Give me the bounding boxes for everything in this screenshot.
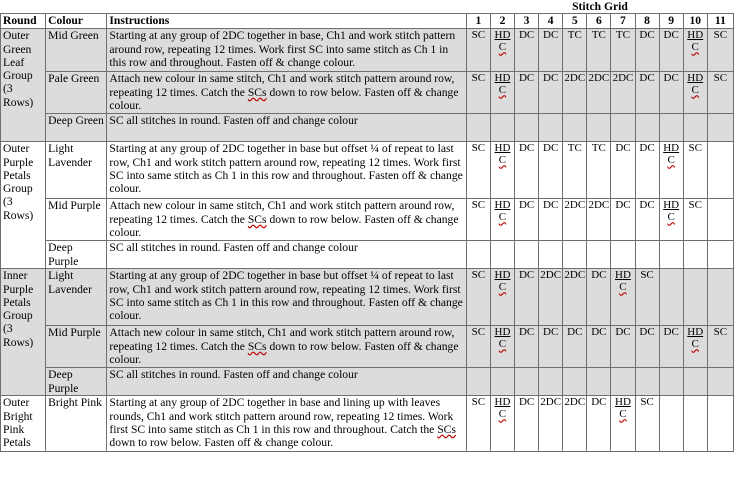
round-group-label: Inner Purple Petals Group (3 Rows) — [1, 269, 46, 396]
stitch-cell: DC — [635, 29, 659, 72]
stitch-cell: TC — [587, 142, 611, 199]
instruction-text: SC all stitches in round. Fasten off and change colour — [109, 114, 358, 128]
instruction-text: down to row below. Fasten off & change colour. — [109, 212, 459, 239]
instructions-cell — [107, 326, 466, 368]
colour-cell: Bright Pink — [46, 396, 107, 452]
round-group-label: Outer Green Leaf Group (3 Rows) — [1, 29, 46, 142]
stitch-cell: 2DC — [539, 396, 563, 452]
stitch-cell — [683, 72, 707, 114]
colour-cell: Mid Purple — [46, 199, 107, 241]
stitch-cell — [490, 142, 514, 199]
stitch-cell — [490, 72, 514, 114]
stitch-cell: 2DC — [563, 199, 587, 241]
stitch-cell — [683, 29, 707, 72]
stitch-cell: TC — [563, 29, 587, 72]
instructions-cell — [107, 396, 466, 452]
stitch-cell — [515, 368, 539, 396]
stitch-cell — [707, 241, 733, 269]
stitch-cell: DC — [515, 29, 539, 72]
stitch-hdc-label: $\frac{HD}{C}$ — [494, 326, 511, 351]
stitch-hdc-label: $\frac{HD}{C}$ — [663, 142, 680, 167]
colour-cell: Deep Purple — [46, 368, 107, 396]
stitch-hdc-label: $\frac{HD}{C}$ — [615, 269, 631, 294]
stitch-number-header: 8 — [635, 14, 659, 29]
stitch-cell: DC — [515, 326, 539, 368]
round-header: Round — [1, 14, 46, 29]
stitch-cell — [466, 368, 490, 396]
stitch-hdc-label: $\frac{HD}{C}$ — [663, 199, 680, 224]
stitch-cell — [707, 142, 733, 199]
instruction-text: Starting at any group of 2DC together in base and lining up with leaves rounds, Ch1 and work stitch pattern around row, repeating 12 times. Work first SC into same stitch as Ch 1 in this row and throughout. Catch the — [109, 396, 454, 436]
instructions-cell — [107, 29, 466, 72]
table-body — [1, 29, 734, 452]
stitch-cell — [659, 396, 683, 452]
spellcheck-word: SCs — [437, 422, 456, 436]
instruction-text: SC all stitches in round. Fasten off and change colour — [109, 241, 358, 255]
spellcheck-word: SCs — [247, 85, 267, 99]
stitch-cell — [707, 114, 733, 142]
stitch-cell: DC — [635, 199, 659, 241]
instruction-text: Starting at any group of 2DC together in base but offset ¼ of repeat to last row, Ch1 and work stitch pattern around row, repeating 12 times. Work first SC into same stitch as Ch 1 in this row and throughout. Fasten off & change colour. — [109, 142, 463, 196]
instruction-text: Attach new colour in same stitch, Ch1 and work stitch pattern around row, repeating 12 times. Catch the — [109, 72, 455, 99]
pattern-row — [1, 326, 734, 368]
round-group-label: Outer Purple Petals Group (3 Rows) — [1, 142, 46, 269]
colour-cell: Mid Purple — [46, 326, 107, 368]
instructions-cell — [107, 241, 466, 269]
stitch-cell: SC — [466, 396, 490, 452]
colour-cell: Deep Purple — [46, 241, 107, 269]
stitch-cell: 2DC — [563, 396, 587, 452]
colour-cell: Deep Green — [46, 114, 107, 142]
stitch-hdc-label: $\frac{HD}{C}$ — [687, 29, 704, 54]
colour-cell: Mid Green — [46, 29, 107, 72]
stitch-cell: 2DC — [563, 269, 587, 326]
stitch-cell — [490, 326, 514, 368]
stitch-cell — [466, 114, 490, 142]
instructions-cell — [107, 114, 466, 142]
stitch-cell — [683, 368, 707, 396]
spellcheck-word: SCs — [247, 339, 267, 353]
stitch-hdc-label: $\frac{HD}{C}$ — [687, 326, 704, 351]
stitch-cell: DC — [563, 326, 587, 368]
stitch-cell — [490, 199, 514, 241]
pattern-row — [1, 72, 734, 114]
stitch-cell: 2DC — [587, 199, 611, 241]
stitch-cell: DC — [659, 326, 683, 368]
stitch-cell — [683, 396, 707, 452]
stitch-cell — [515, 114, 539, 142]
stitch-cell — [659, 368, 683, 396]
stitch-cell: SC — [707, 326, 733, 368]
stitch-hdc-label: $\frac{HD}{C}$ — [494, 29, 511, 54]
stitch-cell: SC — [466, 326, 490, 368]
instructions-cell — [107, 142, 466, 199]
stitch-cell: TC — [611, 29, 635, 72]
pattern-row — [1, 241, 734, 269]
stitch-cell — [635, 114, 659, 142]
stitch-cell: TC — [587, 29, 611, 72]
instruction-text: Starting at any group of 2DC together in base but offset ¼ of repeat to last row, Ch1 and work stitch pattern around row, repeating 12 times. Work first SC into same stitch as Ch 1 in this row and throughout. Fasten off & change colour. — [109, 269, 463, 323]
stitch-cell — [490, 396, 514, 452]
stitch-hdc-label: $\frac{HD}{C}$ — [494, 396, 511, 421]
stitch-cell: DC — [587, 396, 611, 452]
stitch-cell — [611, 269, 635, 326]
stitch-cell: DC — [587, 269, 611, 326]
instruction-text: down to row below. Fasten off & change colour. — [109, 85, 459, 112]
stitch-cell — [611, 241, 635, 269]
spellcheck-word: SCs — [247, 212, 267, 226]
stitch-number-header: 3 — [515, 14, 539, 29]
pattern-row — [1, 269, 734, 326]
stitch-cell: SC — [466, 142, 490, 199]
pattern-row — [1, 368, 734, 396]
stitch-cell: DC — [539, 142, 563, 199]
stitch-cell: 2DC — [587, 72, 611, 114]
stitch-cell — [707, 199, 733, 241]
stitch-cell: 2DC — [611, 72, 635, 114]
header-spacer — [1, 0, 467, 14]
stitch-number-header: 5 — [563, 14, 587, 29]
stitch-cell — [490, 114, 514, 142]
stitch-number-header: 7 — [611, 14, 635, 29]
stitch-cell — [490, 269, 514, 326]
stitch-number-header: 11 — [707, 14, 733, 29]
pattern-row — [1, 142, 734, 199]
stitch-cell: DC — [515, 72, 539, 114]
stitch-cell: DC — [611, 142, 635, 199]
stitch-number-header: 9 — [659, 14, 683, 29]
stitch-cell — [490, 368, 514, 396]
pattern-row — [1, 114, 734, 142]
stitch-cell: DC — [587, 326, 611, 368]
stitch-cell — [587, 114, 611, 142]
stitch-cell: DC — [635, 326, 659, 368]
stitch-cell — [683, 269, 707, 326]
instruction-text: Starting at any group of 2DC together in base, Ch1 and work stitch pattern around row, repeating 12 times. Work first SC into same stitch as Ch 1 in this row and throughout. Fasten off & change colour. — [109, 29, 456, 69]
stitch-cell: SC — [635, 396, 659, 452]
stitch-cell: DC — [539, 326, 563, 368]
stitch-cell: 2DC — [563, 72, 587, 114]
stitch-cell: DC — [635, 142, 659, 199]
stitch-cell: SC — [707, 29, 733, 72]
stitch-hdc-label: $\frac{HD}{C}$ — [494, 199, 511, 224]
instruction-text: SC all stitches in round. Fasten off and change colour — [109, 368, 358, 382]
stitch-number-header: 4 — [539, 14, 563, 29]
stitch-cell — [611, 368, 635, 396]
stitch-cell — [490, 29, 514, 72]
stitch-number-header: 1 — [466, 14, 490, 29]
stitch-number-header: 6 — [587, 14, 611, 29]
instructions-cell — [107, 368, 466, 396]
stitch-cell: SC — [466, 29, 490, 72]
stitch-cell — [539, 114, 563, 142]
stitch-cell — [611, 396, 635, 452]
stitch-cell: SC — [683, 199, 707, 241]
pattern-row — [1, 29, 734, 72]
colour-cell: Pale Green — [46, 72, 107, 114]
stitch-cell: DC — [515, 142, 539, 199]
stitch-cell — [611, 114, 635, 142]
stitch-cell — [707, 396, 733, 452]
stitch-cell: DC — [539, 199, 563, 241]
instructions-cell — [107, 72, 466, 114]
stitch-cell: SC — [466, 199, 490, 241]
round-group-label: Outer Bright Pink Petals — [1, 396, 46, 452]
stitch-cell: DC — [659, 29, 683, 72]
stitch-cell: DC — [611, 326, 635, 368]
colour-cell: Light Lavender — [46, 269, 107, 326]
stitch-cell — [659, 114, 683, 142]
stitch-cell: DC — [539, 72, 563, 114]
stitch-cell — [707, 368, 733, 396]
pattern-row — [1, 396, 734, 452]
stitch-cell: DC — [515, 396, 539, 452]
stitch-cell: DC — [515, 269, 539, 326]
stitch-cell — [659, 269, 683, 326]
stitch-cell — [563, 241, 587, 269]
instruction-text: down to row below. Fasten off & change colour. — [109, 436, 334, 450]
stitch-cell: DC — [539, 29, 563, 72]
stitch-cell — [515, 241, 539, 269]
instructions-cell — [107, 199, 466, 241]
stitch-cell: SC — [466, 72, 490, 114]
stitch-cell — [563, 114, 587, 142]
stitch-hdc-label: $\frac{HD}{C}$ — [494, 269, 511, 294]
stitch-cell — [659, 241, 683, 269]
stitch-cell — [659, 199, 683, 241]
stitch-cell: DC — [635, 72, 659, 114]
stitch-number-header: 2 — [490, 14, 514, 29]
stitch-hdc-label: $\frac{HD}{C}$ — [494, 142, 511, 167]
stitch-cell — [659, 142, 683, 199]
stitch-cell — [635, 241, 659, 269]
instruction-text: Attach new colour in same stitch, Ch1 and work stitch pattern around row, repeating 12 times. Catch the — [109, 326, 455, 353]
stitch-grid-title: Stitch Grid — [572, 0, 628, 13]
instructions-cell — [107, 269, 466, 326]
stitch-cell — [490, 241, 514, 269]
stitch-cell: SC — [466, 269, 490, 326]
stitch-number-header: 10 — [683, 14, 707, 29]
stitch-cell — [683, 326, 707, 368]
stitch-cell — [683, 114, 707, 142]
colour-cell: Light Lavender — [46, 142, 107, 199]
colour-header: Colour — [46, 14, 107, 29]
stitch-cell — [466, 241, 490, 269]
instruction-text: Attach new colour in same stitch, Ch1 and work stitch pattern around row, repeating 12 times. Catch the — [109, 199, 455, 226]
stitch-cell — [635, 368, 659, 396]
stitch-cell — [587, 368, 611, 396]
stitch-cell — [683, 241, 707, 269]
stitch-cell — [587, 241, 611, 269]
stitch-cell: SC — [683, 142, 707, 199]
stitch-hdc-label: $\frac{HD}{C}$ — [687, 72, 704, 97]
instructions-header: Instructions — [107, 14, 466, 29]
stitch-cell — [707, 269, 733, 326]
stitch-cell: DC — [515, 199, 539, 241]
stitch-hdc-label: $\frac{HD}{C}$ — [615, 396, 631, 421]
stitch-cell: DC — [659, 72, 683, 114]
stitch-cell: SC — [635, 269, 659, 326]
stitch-cell — [563, 368, 587, 396]
instruction-text: down to row below. Fasten off & change colour. — [109, 339, 459, 366]
stitch-hdc-label: $\frac{HD}{C}$ — [494, 72, 511, 97]
stitch-cell — [539, 241, 563, 269]
stitch-cell: SC — [707, 72, 733, 114]
stitch-cell: DC — [611, 199, 635, 241]
pattern-row — [1, 199, 734, 241]
stitch-cell: TC — [563, 142, 587, 199]
stitch-cell: 2DC — [539, 269, 563, 326]
stitch-cell — [539, 368, 563, 396]
